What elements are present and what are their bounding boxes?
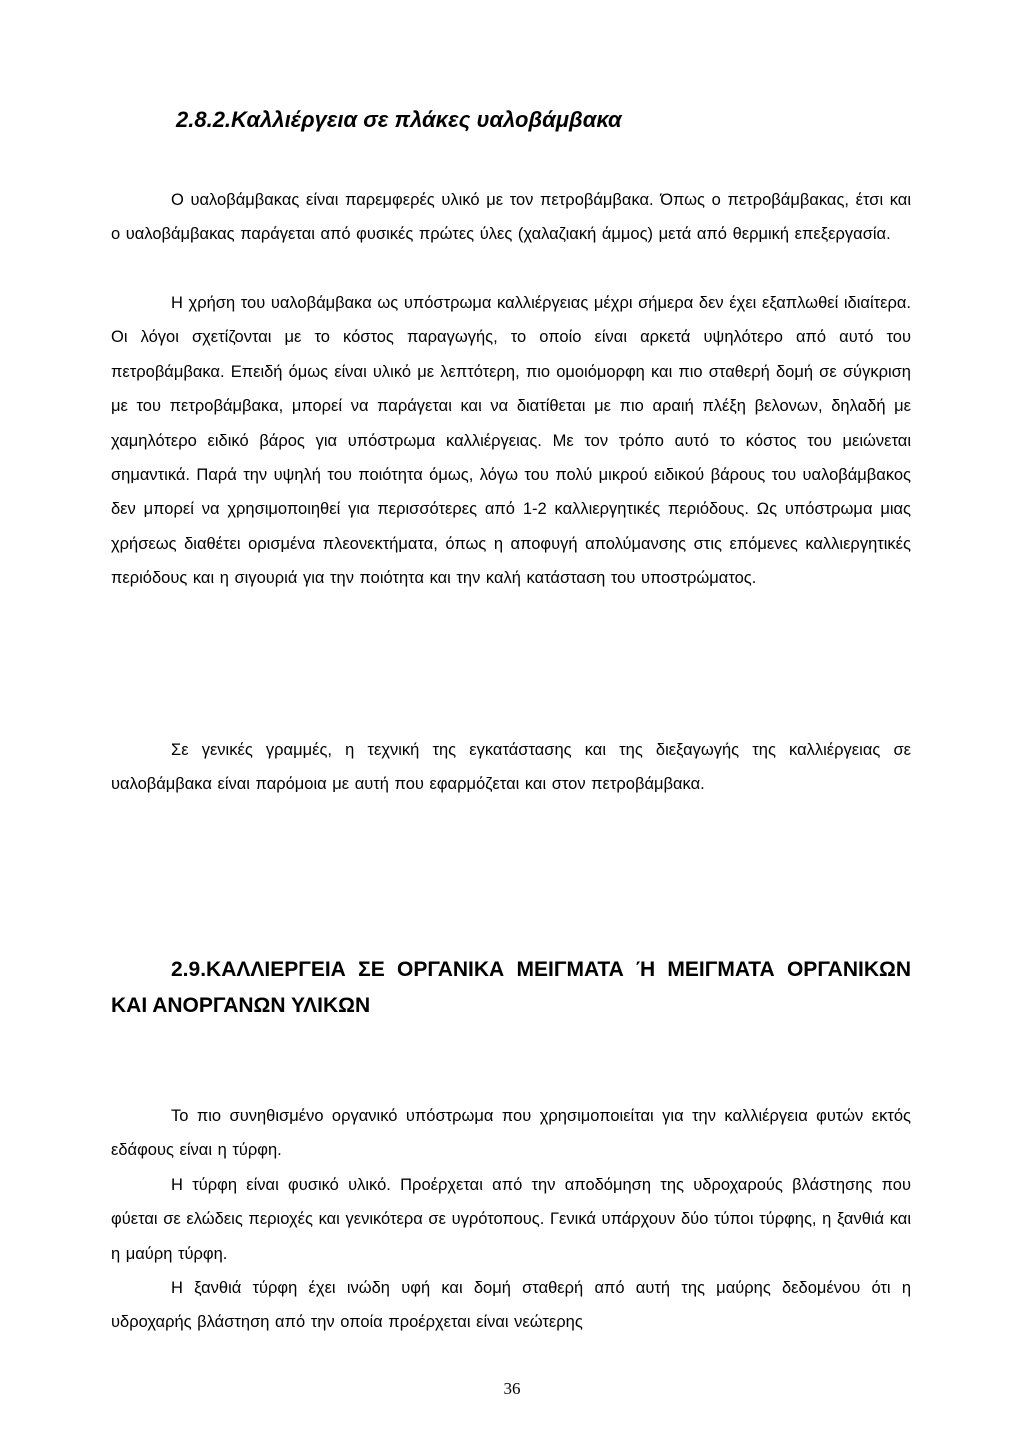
- section-heading-2-9: 2.9.ΚΑΛΛΙΕΡΓΕΙΑ ΣΕ ΟΡΓΑΝΙΚΑ ΜΕΙΓΜΑΤΑ Ή ΜΕΙΓΜΑΤΑ ΟΡΓΑΝΙΚΩΝ ΚΑΙ ΑΝΟΡΓΑΝΩΝ ΥΛΙΚΩΝ: [111, 958, 911, 1017]
- section-heading-2-8-2: 2.8.2.Καλλιέργεια σε πλάκες υαλοβάμβακα: [176, 107, 622, 132]
- paragraph-glasswool-technique: Σε γενικές γραμμές, η τεχνική της εγκατάστασης και της διεξαγωγής της καλλιέργειας σε υαλοβάμβακα είναι παρόμοια με αυτή που εφαρμόζεται και στον πετροβάμβακα.: [111, 741, 911, 794]
- paragraph-peat-origin: Η τύρφη είναι φυσικό υλικό. Προέρχεται από την αποδόμηση της υδροχαρούς βλάστησης που φύεται σε ελώδεις περιοχές και γενικότερα σε υγρότοπους. Γενικά υπάρχουν δύο τύποι τύρφης, η ξανθιά και η μαύρη τύρφη.: [111, 1176, 911, 1263]
- paragraph-peat-intro: Το πιο συνηθισμένο οργανικό υπόστρωμα που χρησιμοποιείται για την καλλιέργεια φυτών εκτός εδάφους είναι η τύρφη.: [111, 1107, 911, 1160]
- paragraph-blonde-peat: Η ξανθιά τύρφη έχει ινώδη υφή και δομή σταθερή από αυτή της μαύρης δεδομένου ότι η υδροχαρής βλάστηση από την οποία προέρχεται είναι νεώτερης: [111, 1279, 911, 1332]
- paragraph-glasswool-intro: Ο υαλοβάμβακας είναι παρεμφερές υλικό με τον πετροβάμβακα. Όπως ο πετροβάμβακας, έτσι και ο υαλοβάμβακας παράγεται από φυσικές πρώτες ύλες (χαλαζιακή άμμος) μετά από θερμική επεξεργασία.: [111, 191, 911, 244]
- page-number: 36: [503, 1379, 521, 1398]
- paragraph-glasswool-usage: Η χρήση του υαλοβάμβακα ως υπόστρωμα καλλιέργειας μέχρι σήμερα δεν έχει εξαπλωθεί ιδιαίτερα. Οι λόγοι σχετίζονται με το κόστος παραγωγής, το οποίο είναι αρκετά υψηλότερο από αυτό του πετροβάμβακα. Επειδή όμως είναι υλικό με λεπτότερη, πιο ομοιόμορφη και πιο σταθερή δομή σε σύγκριση με του πετροβάμβακα, μπορεί να παράγεται και να διατίθεται με πιο αραιή πλέξη βελονων, δηλαδή με χαμηλότερο ειδικό βάρος για υπόστρωμα καλλιέργειας. Με τον τρόπο αυτό το κόστος του μειώνεται σημαντικά. Παρά την υψηλή του ποιότητα όμως, λόγω του πολύ μικρού ειδικού βάρους του υαλοβάμβακος δεν μπορεί να χρησιμοποιηθεί για περισσότερες από 1-2 καλλιεργητικές περιόδους. Ως υπόστρωμα μιας χρήσεως διαθέτει ορισμένα πλεονεκτήματα, όπως η αποφυγή απολύμανσης στις επόμενες καλλιεργητικές περιόδους και η σιγουριά για την ποιότητα και την καλή κατάσταση του υποστρώματος.: [111, 294, 911, 588]
